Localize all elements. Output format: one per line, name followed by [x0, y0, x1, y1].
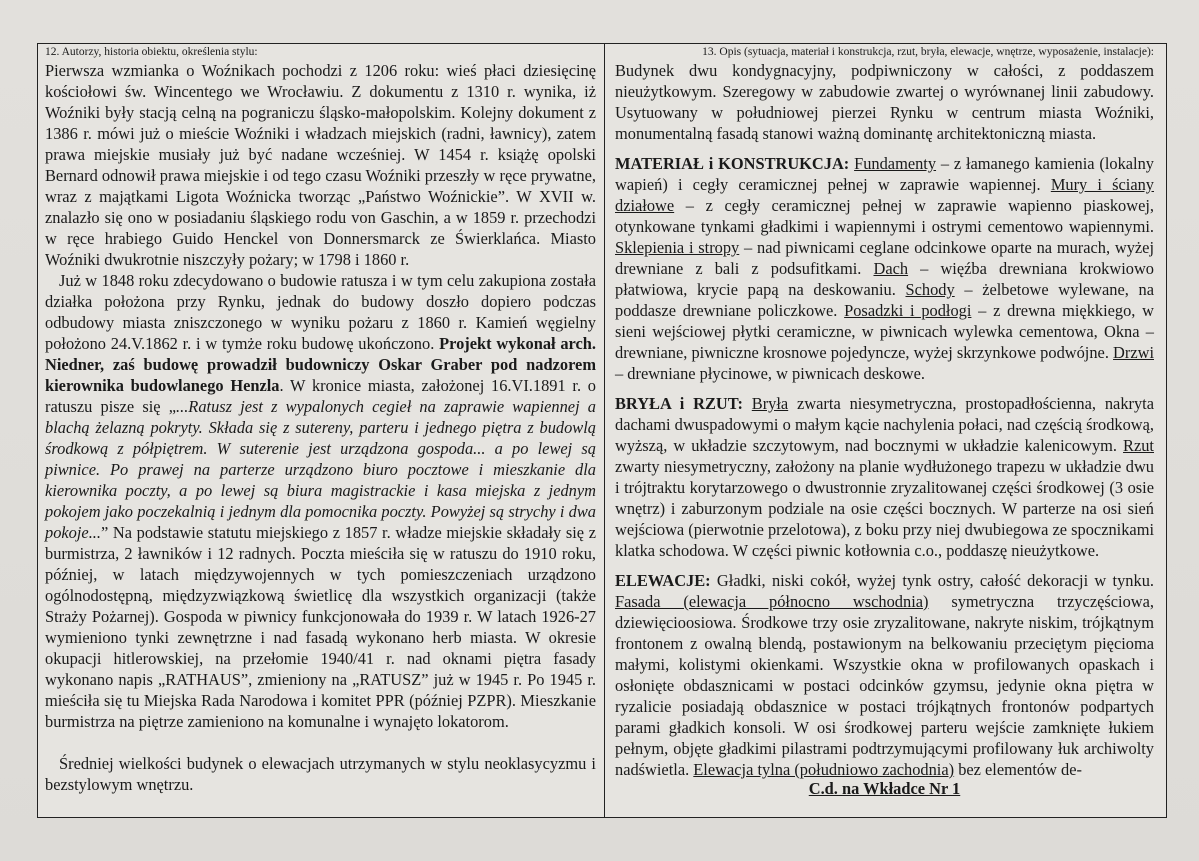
elevations-paragraph: [615, 570, 1154, 780]
material-title: MATERIAŁ i KONSTRUKCJA:: [615, 154, 850, 173]
history-p2-chronicle: . W kronice miasta, założonej 16.VI.1891 r. o ratuszu pisze się „: [45, 376, 596, 416]
continuation-note: C.d. na Wkładce Nr 1: [808, 779, 961, 798]
description-heading: 13. Opis (sytuacja, materiał i konstrukcja, rzut, bryła, elewacje, wnętrze, wyposażenie, instalacje):: [702, 46, 1154, 58]
history-p2-quote: ...Ratusz jest z wypalonych cegieł na zaprawie wapiennej a blachą żelazną pokryty. Składa się z sutereny, parteru i jednego piętra z budowlą środkową z półpiętrem. W suterenie jest urządzona gospoda... a po lewej są piwnice. Po prawej na parterze urządzono biuro pocztowe i mieszkanie dla kierownika poczty, a po lewej są biura magistrackie i kasa miejska z jednym pokojem jako poczekalnią i jednym dla pomocnika poczty. Powyżej są strychy i dwa pokoje...: [45, 397, 596, 542]
material-text: – z drewna miękkiego, w sieni wejściowej płytki ceramiczne, w piwnicach wylewka cementowa, Okna – drewniane, piwniczne krosnowe pojedyncze, wyżej skrzynkowe podwójne.: [615, 301, 1154, 362]
spacer: [615, 144, 1154, 153]
material-term: Schody: [905, 280, 955, 299]
material-term: Posadzki i podłogi: [844, 301, 972, 320]
situation-paragraph: Budynek dwu kondygnacyjny, podpiwniczony w całości, z poddaszem nieużytkowym. Szeregowy w zabudowie zwartej o wyrównanej linii zabudowy. Usytuowany w południowej pierzei Rynku w centrum miasta Woźniki, monumentalną fasadą stanowi ważną dominantę architektoniczną miasta.: [615, 61, 1154, 143]
material-term: Mury i ściany działowe: [615, 175, 1154, 215]
elevations-text: bez elementów de-: [954, 760, 1082, 779]
elevations-text: symetryczna trzyczęściowa, dziewięcioosiowa. Środkowe trzy osie zryzalitowane, nakryte niskim, trójkątnym frontonem z owalną blendą, postawionym na belkowaniu przeciętym pięcioma małymi, kolistymi okienkami. Wszystkie okna w profilowanych opaskach i osłonięte obdasznicami w postaci odcinków gzymsu, jedynie okna piętra w ryzalicie posiadają obdasznice w postaci trójkątnych frontonów podpartych parami gładkich konsoli. W osi środkowej parteru wejście zamknięte łukiem pełnym, objęte gładkimi pilastrami podtrzymującymi profilowany łuk archiwolty nadświetla.: [615, 592, 1154, 779]
material-text: – nad piwnicami ceglane odcinkowe oparte na murach, wyżej drewniane z bali z podsufitkami.: [615, 238, 1154, 278]
elevations-text: Gładki, niski cokół, wyżej tynk ostry, całość dekoracji w tynku.: [710, 571, 1154, 590]
material-paragraph: [615, 153, 1154, 384]
massing-term: Bryła: [751, 394, 789, 413]
history-p2-rest: ” Na podstawie statutu miejskiego z 1857 r. władze miejskie składały się z burmistrza, 2 ławników i 12 radnych. Poczta mieściła się w ratuszu do 1910 roku, później, w latach międzywojennych w tych pomieszczeniach urządzono ogólnodostępną, międzyzwiązkową świetlicę dla wszystkich organizacji (także Straży Pożarnej). Gospoda w piwnicy funkcjonowała do 1939 r. W latach 1926-27 wymieniono tynki zewnętrzne i nad fasadą wykonano herb miasta. W okresie okupacji hitlerowskiej, na przełomie 1940/41 r. nad oknami piętra fasady wykonano napis „RATHAUS”, zmieniony na „RATUSZ” już w 1945 r. Po 1945 r. mieściła się tu Miejska Rada Narodowa i komitet PPR (później PZPR). Mieszkanie burmistrza na piętrze zamieniono na komunalne i wynajęto lokatorom.: [45, 523, 596, 731]
massing-text: zwarty niesymetryczny, założony na planie wydłużonego trapezu w układzie dwu i trójtraktu korytarzowego o dwustronnie zryzalitowanej części środkowej (3 osie wnętrz) i zaburzonym podziale na osie części bocznych. W parterze na osi sień wejściowa (pierwotnie przelotowa), z boku przy niej dwubiegowa ze spocznikami klatka schodowa. W części piwnic kotłownia c.o., poddaszę nieużytkowe.: [615, 457, 1154, 560]
history-p2-intro: Już w 1848 roku zdecydowano o budowie ratusza i w tym celu zakupiona została działka położona przy Rynku, jednak do budowy doszło dopiero podczas odbudowy miasta zniszczonego w wyniku pożaru z 1860 r. Kamień węgielny położono 24.V.1862 r. i w tymże roku budowę ukończono.: [45, 271, 596, 353]
history-column: [38, 44, 605, 817]
massing-text: zwarta niesymetryczna, prostopadłościenna, nakryta dachami dwuspadowymi o małym kącie nachylenia połaci, nad częścią środkową, wyższą, w układzie szczytowym, nad bocznymi w układzie kalenicowym.: [615, 394, 1154, 455]
massing-term: Rzut: [1123, 436, 1154, 455]
style-paragraph: Średniej wielkości budynek o elewacjach utrzymanych w stylu neoklasycyzmu i bezstylowym wnętrzu.: [45, 754, 596, 794]
record-card-table: [37, 43, 1167, 818]
massing-paragraph: [615, 393, 1154, 561]
spacer: [45, 732, 596, 753]
material-text: – drewniane płycinowe, w piwnicach deskowe.: [615, 364, 925, 383]
material-text: – żelbetowe wylewane, na poddasze drewniane policzkowe.: [615, 280, 1154, 320]
massing-title: BRYŁA i RZUT:: [615, 394, 743, 413]
history-heading: 12. Autorzy, historia obiektu, określenia stylu:: [45, 46, 258, 58]
material-text: – z łamanego kamienia (lokalny wapień) i cegły ceramicznej pełnej w zaprawie wapiennej.: [615, 154, 1154, 194]
material-term: Dach: [873, 259, 909, 278]
elevations-term: Elewacja tylna (południowo zachodnia): [693, 760, 955, 779]
history-paragraph-1: Pierwsza wzmianka o Woźnikach pochodzi z 1206 roku: wieś płaci dziesięcinę kościołowi św. Wincentego we Wrocławiu. Z dokumentu z 1310 r. wynika, iż Woźniki były stacją celną na pograniczu śląsko-małopolskim. Kolejny dokument z 1386 r. mówi już o mieście Woźniki i władzach miejskich (radni, ławnicy), zatem prawa miejskie musiały już być nadane wcześniej. W 1454 r. książę opolski Bernard odnowił prawa miejskie i od tego czasu Woźniki przeszły w ręce prywatne, wraz z majątkami Ligota Woźnicka tworząc „Państwo Woźnickie”. W XVII w. znalazło się ono w posiadaniu śląskiego rodu von Gaschin, a w 1859 r. przechodzi w ręce hrabiego Guido Henckel von Donnersmarck ze Świerklańca. Miasto Woźniki dwukrotnie niszczyły pożary; w 1798 i 1860 r.: [45, 61, 596, 269]
spacer: [615, 561, 1154, 570]
spacer: [615, 384, 1154, 393]
material-term: Sklepienia i stropy: [615, 238, 740, 257]
description-column: [605, 44, 1166, 817]
history-p2-authors: Projekt wykonał arch. Niedner, zaś budowę prowadził budowniczy Oskar Graber pod nadzorem kierownika budowlanego Henzla: [45, 334, 596, 395]
material-text: – z cegły ceramicznej pełnej w zaprawie wapienno piaskowej, otynkowane tynkami gładkimi i wapiennymi i ostrymi cementowo wapiennymi.: [615, 196, 1154, 236]
material-term: Fundamenty: [854, 154, 937, 173]
elevations-title: ELEWACJE:: [615, 571, 711, 590]
history-paragraph-2: [45, 270, 596, 732]
material-term: Drzwi: [1113, 343, 1154, 362]
elevations-term: Fasada (elewacja północno wschodnia): [615, 592, 929, 611]
material-text: – więźba drewniana krokwiowo płatwiowa, krycie papą na deskowaniu.: [615, 259, 1154, 299]
